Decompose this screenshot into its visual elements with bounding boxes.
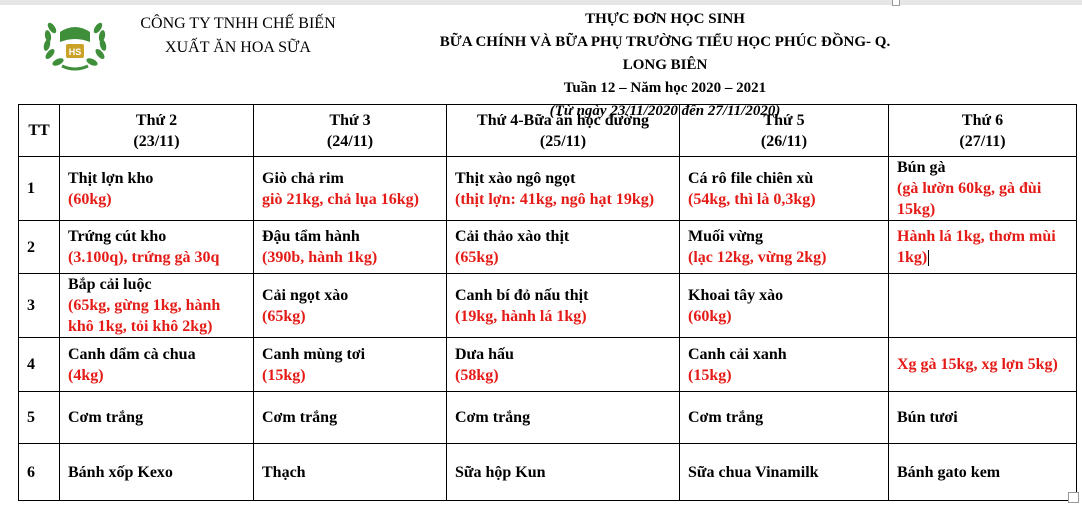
menu-cell[interactable]: Canh dẩm cà chua (4kg) (60, 338, 254, 392)
table-row (19, 221, 1077, 274)
menu-cell[interactable]: Muối vừng (lạc 12kg, vừng 2kg) (680, 221, 889, 274)
menu-title: THỰC ĐƠN HỌC SINH (585, 11, 745, 27)
menu-cell[interactable]: Canh mùng tơi (15kg) (254, 338, 447, 392)
menu-cell[interactable]: Thịt xào ngô ngọt (thịt lợn: 41kg, ngô hạt 19kg) (447, 157, 680, 221)
menu-cell[interactable]: Bánh xốp Kexo (60, 444, 254, 501)
menu-cell[interactable]: Khoai tây xào (60kg) (680, 274, 889, 338)
company-name (118, 12, 358, 60)
day-header: Thứ 5 (26/11) (680, 105, 889, 157)
table-row (19, 444, 1077, 501)
menu-cell[interactable]: Cơm trắng (254, 392, 447, 444)
text-cursor (928, 250, 929, 266)
table-row (19, 338, 1077, 392)
menu-cell[interactable]: Bún gà (gà lườn 60kg, gà đùi 15kg) (889, 157, 1077, 221)
table-row (19, 392, 1077, 444)
menu-cell[interactable]: Canh bí đỏ nấu thịt (19kg, hành lá 1kg) (447, 274, 680, 338)
menu-cell[interactable]: Xg gà 15kg, xg lợn 5kg) (889, 338, 1077, 392)
menu-table (18, 104, 1077, 501)
table-row (19, 157, 1077, 221)
menu-cell[interactable]: Giò chả rim giò 21kg, chả lụa 16kg) (254, 157, 447, 221)
school-week: Tuần 12 – Năm học 2020 – 2021 (563, 80, 767, 96)
menu-cell[interactable]: Canh cải xanh (15kg) (680, 338, 889, 392)
ruler-indent-marker[interactable] (892, 0, 900, 6)
menu-cell[interactable]: Trứng cút kho (3.100q), trứng gà 30q (60, 221, 254, 274)
menu-cell[interactable]: Bún tươi (889, 392, 1077, 444)
day-header: Thứ 4-Bữa ăn học đường (25/11) (447, 105, 680, 157)
row-number: 3 (19, 274, 60, 338)
day-header: Thứ 3 (24/11) (254, 105, 447, 157)
date-range: (Từ ngày 23/11/2020 đến 27/11/2020) (549, 103, 781, 119)
menu-cell[interactable]: Dưa hấu (58kg) (447, 338, 680, 392)
day-header: Thứ 6 (27/11) (889, 105, 1077, 157)
row-number: 1 (19, 157, 60, 221)
menu-cell[interactable] (889, 274, 1077, 338)
menu-cell[interactable]: Hành lá 1kg, thơm mùi 1kg) (889, 221, 1077, 274)
ruler-bar (0, 0, 1082, 5)
laurel-wreath-hs-logo (38, 14, 112, 74)
row-number: 5 (19, 392, 60, 444)
row-number: 6 (19, 444, 60, 501)
table-header-row (19, 105, 1077, 157)
menu-cell[interactable]: Đậu tẩm hành (390b, hành 1kg) (254, 221, 447, 274)
menu-cell[interactable]: Cơm trắng (60, 392, 254, 444)
menu-cell[interactable]: Cơm trắng (680, 392, 889, 444)
row-number: 2 (19, 221, 60, 274)
menu-cell[interactable]: Cá rô file chiên xù (54kg, thì là 0,3kg) (680, 157, 889, 221)
menu-subtitle: BỮA CHÍNH VÀ BỮA PHỤ TRƯỜNG TIỂU HỌC PHÚC ĐỒNG- Q. LONG BIÊN (439, 34, 891, 73)
menu-cell[interactable]: Thạch (254, 444, 447, 501)
company-line-1: CÔNG TY TNHH CHẾ BIẾN (140, 15, 336, 32)
menu-cell[interactable]: Cơm trắng (447, 392, 680, 444)
row-number: 4 (19, 338, 60, 392)
menu-cell[interactable]: Cải ngọt xào (65kg) (254, 274, 447, 338)
svg-text:HS: HS (68, 47, 82, 57)
menu-cell[interactable]: Sữa hộp Kun (447, 444, 680, 501)
menu-cell[interactable]: Sữa chua Vinamilk (680, 444, 889, 501)
menu-cell[interactable]: Bánh gato kem (889, 444, 1077, 501)
tt-header: TT (19, 105, 60, 157)
day-header: Thứ 2 (23/11) (60, 105, 254, 157)
table-row (19, 274, 1077, 338)
menu-cell[interactable]: Cải thảo xào thịt (65kg) (447, 221, 680, 274)
menu-cell[interactable]: Bắp cải luộc (65kg, gừng 1kg, hành khô 1kg, tỏi khô 2kg) (60, 274, 254, 338)
table-resize-handle[interactable] (1068, 492, 1079, 503)
company-line-2: XUẤT ĂN HOA SỮA (165, 39, 311, 56)
menu-cell[interactable]: Thịt lợn kho (60kg) (60, 157, 254, 221)
